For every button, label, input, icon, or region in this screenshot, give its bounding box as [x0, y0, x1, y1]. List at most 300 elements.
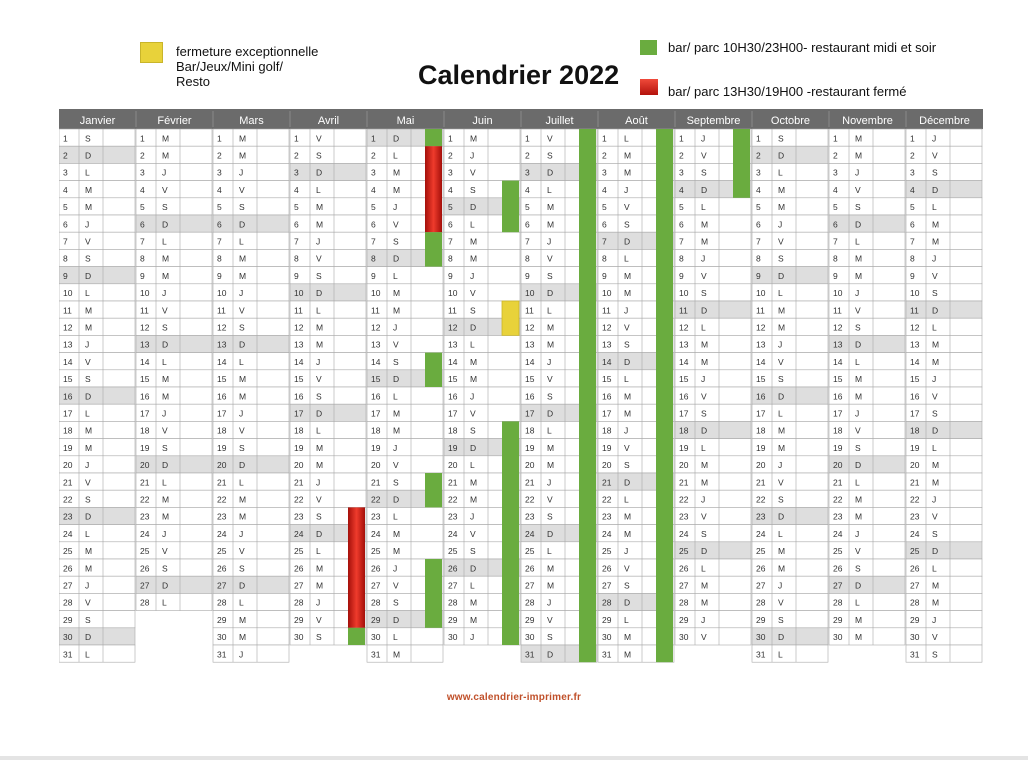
day-number: 29	[756, 614, 766, 625]
day-letter: S	[855, 322, 861, 333]
day-row	[444, 146, 520, 163]
day-number: 3	[602, 167, 607, 178]
day-letter: D	[701, 305, 708, 316]
day-letter: S	[701, 408, 707, 419]
day-letter: D	[778, 511, 785, 522]
day-letter: L	[239, 236, 244, 247]
day-number: 19	[833, 442, 843, 453]
day-letter: M	[855, 374, 863, 385]
day-letter: V	[624, 442, 630, 453]
day-letter: M	[547, 580, 555, 591]
day-letter: M	[547, 339, 555, 350]
day-number: 8	[525, 253, 530, 264]
day-letter: M	[316, 460, 324, 471]
day-letter: D	[624, 356, 631, 367]
day-number: 20	[371, 460, 381, 471]
day-letter: J	[393, 563, 398, 574]
day-number: 12	[217, 322, 227, 333]
day-number: 18	[833, 425, 843, 436]
day-letter: L	[855, 597, 860, 608]
day-row	[675, 267, 751, 284]
day-letter: M	[239, 494, 247, 505]
day-number: 2	[140, 150, 145, 161]
day-number: 12	[756, 322, 766, 333]
day-letter: S	[701, 288, 707, 299]
day-number: 4	[371, 184, 376, 195]
day-number: 21	[371, 477, 381, 488]
highlight-green	[425, 353, 442, 387]
day-number: 13	[448, 339, 458, 350]
day-number: 10	[525, 288, 535, 299]
day-number: 11	[63, 305, 72, 316]
day-number: 12	[679, 322, 689, 333]
day-letter: M	[393, 288, 401, 299]
day-row	[444, 129, 520, 146]
day-number: 6	[602, 219, 607, 230]
day-number: 21	[525, 477, 535, 488]
day-letter: S	[85, 253, 91, 264]
day-number: 5	[602, 202, 607, 213]
day-number: 30	[756, 632, 766, 643]
day-letter: V	[393, 219, 399, 230]
day-letter: D	[855, 460, 862, 471]
day-letter: D	[393, 494, 400, 505]
day-number: 16	[140, 391, 150, 402]
day-letter: L	[470, 460, 475, 471]
day-number: 14	[294, 356, 304, 367]
day-row	[59, 129, 135, 146]
day-letter: M	[932, 339, 940, 350]
day-letter: J	[239, 649, 244, 660]
legend-text-red: bar/ parc 13H30/19H00 -restaurant fermé	[668, 84, 907, 99]
day-number: 14	[756, 356, 766, 367]
day-row	[906, 267, 982, 284]
day-letter: J	[701, 133, 706, 144]
day-number: 28	[679, 597, 689, 608]
day-number: 20	[217, 460, 227, 471]
day-number: 30	[525, 632, 535, 643]
day-number: 6	[371, 219, 376, 230]
day-number: 20	[525, 460, 535, 471]
day-letter: S	[547, 150, 553, 161]
day-letter: D	[778, 270, 785, 281]
day-letter: J	[932, 253, 937, 264]
highlight-green	[425, 232, 442, 266]
day-number: 5	[910, 202, 915, 213]
day-number: 14	[679, 356, 689, 367]
day-letter: J	[162, 528, 167, 539]
day-letter: M	[701, 219, 709, 230]
legend-swatch-green	[640, 40, 657, 55]
day-number: 15	[525, 374, 535, 385]
day-letter: L	[316, 425, 321, 436]
day-number: 15	[371, 374, 381, 385]
day-number: 21	[679, 477, 689, 488]
day-letter: M	[162, 494, 170, 505]
day-number: 29	[294, 614, 304, 625]
day-number: 6	[294, 219, 299, 230]
day-letter: L	[701, 202, 706, 213]
day-number: 19	[910, 442, 920, 453]
day-number: 10	[910, 288, 920, 299]
day-number: 22	[833, 494, 843, 505]
day-letter: L	[393, 391, 398, 402]
day-letter: M	[624, 511, 632, 522]
calendar-grid	[59, 109, 983, 665]
day-number: 14	[833, 356, 843, 367]
day-number: 1	[448, 133, 453, 144]
day-letter: V	[855, 546, 861, 557]
day-letter: D	[855, 339, 862, 350]
day-letter: D	[547, 167, 554, 178]
day-letter: S	[162, 563, 168, 574]
day-number: 18	[140, 425, 150, 436]
day-row	[752, 181, 828, 198]
day-number: 15	[294, 374, 304, 385]
day-number: 8	[833, 253, 838, 264]
day-number: 15	[756, 374, 766, 385]
day-row	[829, 267, 905, 284]
day-letter: V	[85, 356, 91, 367]
day-letter: S	[932, 167, 938, 178]
day-number: 10	[833, 288, 843, 299]
day-letter: M	[855, 494, 863, 505]
day-letter: S	[547, 270, 553, 281]
day-number: 20	[448, 460, 458, 471]
day-letter: D	[470, 442, 477, 453]
day-letter: M	[316, 202, 324, 213]
day-number: 3	[217, 167, 222, 178]
day-number: 28	[217, 597, 227, 608]
day-letter: M	[393, 184, 401, 195]
day-number: 5	[371, 202, 376, 213]
day-number: 19	[294, 442, 304, 453]
day-number: 4	[63, 184, 68, 195]
day-letter: M	[932, 219, 940, 230]
day-letter: J	[470, 391, 475, 402]
day-row	[59, 267, 135, 284]
day-letter: V	[162, 184, 168, 195]
day-letter: M	[85, 425, 93, 436]
day-row	[752, 249, 828, 266]
day-number: 30	[217, 632, 227, 643]
day-number: 15	[217, 374, 227, 385]
day-row	[59, 181, 135, 198]
day-number: 19	[63, 442, 73, 453]
day-number: 27	[602, 580, 612, 591]
day-row	[829, 129, 905, 146]
day-number: 10	[602, 288, 612, 299]
day-number: 13	[140, 339, 150, 350]
day-number: 16	[525, 391, 535, 402]
day-letter: M	[470, 597, 478, 608]
day-number: 20	[63, 460, 73, 471]
day-letter: M	[932, 580, 940, 591]
day-number: 23	[217, 511, 227, 522]
day-letter: M	[624, 288, 632, 299]
day-letter: J	[547, 236, 552, 247]
day-number: 6	[525, 219, 530, 230]
bottom-divider	[0, 756, 1028, 760]
day-row	[213, 198, 289, 215]
day-number: 29	[910, 614, 920, 625]
day-row	[290, 163, 366, 180]
day-number: 18	[217, 425, 227, 436]
day-number: 9	[679, 270, 684, 281]
day-letter: V	[855, 184, 861, 195]
day-letter: D	[778, 391, 785, 402]
day-letter: J	[778, 460, 783, 471]
day-number: 25	[525, 546, 535, 557]
day-letter: M	[393, 528, 401, 539]
day-letter: J	[624, 184, 629, 195]
day-letter: V	[701, 150, 707, 161]
day-number: 29	[63, 614, 73, 625]
day-number: 4	[602, 184, 607, 195]
day-number: 25	[294, 546, 304, 557]
day-number: 28	[63, 597, 73, 608]
day-number: 26	[294, 563, 304, 574]
day-number: 25	[833, 546, 843, 557]
day-letter: D	[393, 374, 400, 385]
day-letter: M	[778, 202, 786, 213]
day-letter: S	[778, 494, 784, 505]
day-number: 31	[525, 649, 535, 660]
day-letter: S	[316, 511, 322, 522]
day-letter: J	[316, 477, 321, 488]
day-letter: D	[470, 322, 477, 333]
day-letter: S	[239, 563, 245, 574]
day-letter: J	[162, 288, 167, 299]
day-number: 1	[910, 133, 915, 144]
day-number: 29	[833, 614, 843, 625]
day-number: 6	[217, 219, 222, 230]
day-number: 2	[217, 150, 222, 161]
day-number: 9	[448, 270, 453, 281]
day-number: 25	[910, 546, 920, 557]
day-number: 29	[679, 614, 689, 625]
day-letter: M	[778, 563, 786, 574]
day-number: 26	[217, 563, 227, 574]
day-number: 17	[756, 408, 766, 419]
day-number: 19	[217, 442, 227, 453]
day-letter: D	[239, 580, 246, 591]
day-letter: M	[162, 511, 170, 522]
day-number: 20	[602, 460, 612, 471]
day-letter: M	[85, 322, 93, 333]
day-letter: D	[855, 219, 862, 230]
day-letter: S	[393, 356, 399, 367]
day-row	[59, 146, 135, 163]
day-letter: M	[932, 460, 940, 471]
day-row	[906, 232, 982, 249]
day-letter: M	[624, 270, 632, 281]
day-letter: M	[393, 305, 401, 316]
day-letter: M	[85, 442, 93, 453]
day-number: 6	[679, 219, 684, 230]
day-number: 8	[294, 253, 299, 264]
highlight-red	[425, 146, 442, 232]
day-letter: L	[701, 563, 706, 574]
day-number: 30	[371, 632, 381, 643]
highlight-red	[348, 507, 365, 627]
day-number: 15	[833, 374, 843, 385]
day-number: 29	[371, 614, 381, 625]
highlight-green	[502, 421, 519, 645]
day-letter: D	[547, 528, 554, 539]
day-number: 26	[525, 563, 535, 574]
day-row	[752, 267, 828, 284]
day-number: 24	[833, 528, 843, 539]
day-letter: M	[393, 425, 401, 436]
day-letter: M	[393, 546, 401, 557]
day-number: 26	[602, 563, 612, 574]
day-number: 12	[910, 322, 920, 333]
day-letter: D	[932, 425, 939, 436]
day-letter: M	[470, 494, 478, 505]
day-number: 25	[679, 546, 689, 557]
day-row	[213, 267, 289, 284]
page-title: Calendrier 2022	[418, 60, 620, 90]
day-letter: M	[547, 202, 555, 213]
month-header-label: Juillet	[545, 115, 574, 127]
day-number: 9	[217, 270, 222, 281]
day-row	[675, 232, 751, 249]
day-letter: M	[162, 150, 170, 161]
day-letter: V	[778, 236, 784, 247]
day-number: 28	[525, 597, 535, 608]
day-letter: M	[624, 649, 632, 660]
day-letter: S	[85, 614, 91, 625]
day-row	[59, 232, 135, 249]
day-number: 7	[525, 236, 530, 247]
day-letter: S	[855, 563, 861, 574]
day-number: 5	[63, 202, 68, 213]
day-number: 30	[910, 632, 920, 643]
month-header-label: Décembre	[919, 115, 970, 127]
day-number: 17	[217, 408, 227, 419]
day-number: 9	[525, 270, 530, 281]
day-number: 17	[371, 408, 381, 419]
day-letter: M	[547, 219, 555, 230]
day-number: 4	[679, 184, 684, 195]
day-number: 2	[679, 150, 684, 161]
day-number: 13	[833, 339, 843, 350]
day-letter: D	[316, 167, 323, 178]
day-letter: M	[778, 184, 786, 195]
day-number: 9	[63, 270, 68, 281]
day-number: 23	[140, 511, 150, 522]
day-row	[906, 146, 982, 163]
day-letter: L	[162, 236, 167, 247]
day-letter: J	[624, 425, 629, 436]
day-letter: S	[547, 391, 553, 402]
day-letter: M	[778, 305, 786, 316]
day-letter: L	[162, 477, 167, 488]
day-number: 4	[448, 184, 453, 195]
day-number: 11	[371, 305, 380, 316]
day-number: 8	[371, 253, 376, 264]
month-header-label: Janvier	[79, 115, 116, 127]
day-letter: L	[85, 649, 90, 660]
day-number: 3	[756, 167, 761, 178]
day-letter: M	[316, 339, 324, 350]
day-letter: J	[316, 597, 321, 608]
day-number: 24	[217, 528, 227, 539]
day-number: 21	[140, 477, 150, 488]
day-letter: M	[701, 460, 709, 471]
highlight-green	[502, 181, 519, 233]
highlight-green	[425, 559, 442, 628]
day-number: 21	[63, 477, 73, 488]
day-number: 22	[371, 494, 381, 505]
highlight-green	[425, 129, 442, 146]
day-number: 19	[525, 442, 535, 453]
day-letter: M	[855, 150, 863, 161]
day-letter: M	[239, 270, 247, 281]
day-letter: D	[85, 391, 92, 402]
day-letter: D	[393, 253, 400, 264]
day-number: 19	[602, 442, 612, 453]
day-number: 5	[448, 202, 453, 213]
day-letter: J	[932, 374, 937, 385]
day-letter: S	[547, 511, 553, 522]
day-number: 3	[294, 167, 299, 178]
day-number: 7	[217, 236, 222, 247]
day-letter: D	[316, 528, 323, 539]
day-letter: S	[778, 374, 784, 385]
day-row	[213, 249, 289, 266]
day-letter: S	[470, 425, 476, 436]
highlight-green	[425, 473, 442, 507]
day-number: 23	[371, 511, 381, 522]
day-letter: S	[932, 288, 938, 299]
day-letter: M	[470, 356, 478, 367]
day-letter: J	[239, 528, 244, 539]
day-letter: D	[624, 597, 631, 608]
day-letter: V	[470, 528, 476, 539]
day-row	[59, 163, 135, 180]
day-number: 11	[217, 305, 226, 316]
day-row	[752, 146, 828, 163]
day-number: 2	[756, 150, 761, 161]
day-letter: S	[162, 442, 168, 453]
day-number: 12	[140, 322, 150, 333]
day-number: 30	[294, 632, 304, 643]
day-letter: V	[547, 253, 553, 264]
day-row	[136, 163, 212, 180]
day-letter: M	[85, 546, 93, 557]
day-letter: L	[162, 356, 167, 367]
day-number: 11	[294, 305, 303, 316]
day-number: 17	[525, 408, 535, 419]
day-letter: L	[239, 477, 244, 488]
day-number: 15	[602, 374, 612, 385]
day-number: 26	[371, 563, 381, 574]
day-letter: D	[932, 305, 939, 316]
day-letter: S	[932, 408, 938, 419]
day-number: 26	[63, 563, 73, 574]
highlight-green	[579, 129, 596, 662]
day-letter: V	[547, 133, 553, 144]
day-letter: J	[162, 408, 167, 419]
day-number: 5	[833, 202, 838, 213]
day-row	[213, 163, 289, 180]
day-letter: M	[316, 219, 324, 230]
day-number: 1	[217, 133, 222, 144]
day-letter: V	[855, 305, 861, 316]
day-letter: J	[393, 322, 398, 333]
